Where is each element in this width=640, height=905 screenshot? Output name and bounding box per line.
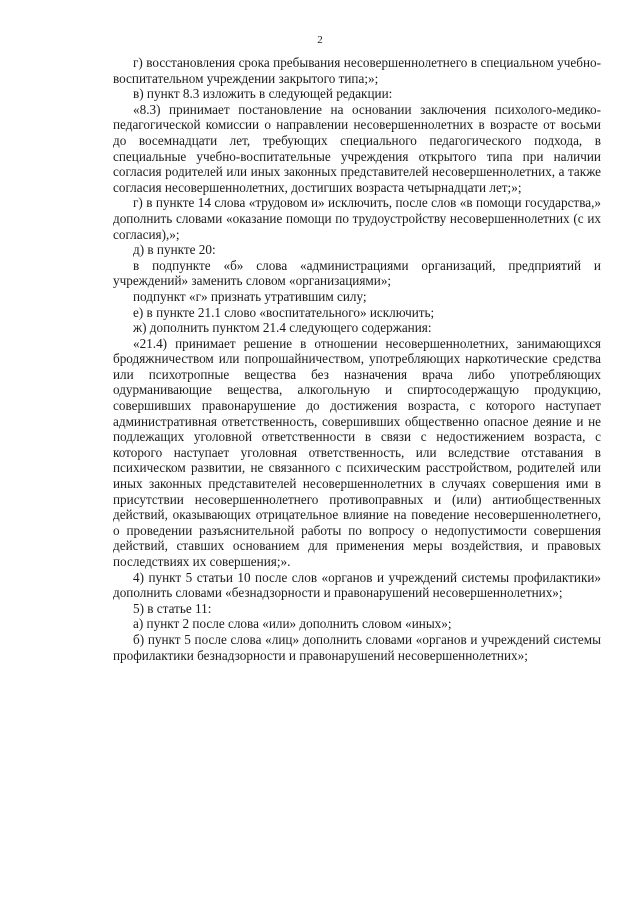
paragraph-article-11-intro: 5) в статье 11: bbox=[133, 600, 212, 616]
paragraph-item-21-4-text: «21.4) принимает решение в отношении несовершеннолетних, занимающихся бродяжничеством или попрошайничеством, употребляющих наркотические средства или психотропные вещества без назначения врача либо употребляющих одурманивающие вещества, алкогольную и спиртосодержащую продукцию, совершивших правонарушение до достижения возраста, с которого наступает административная ответственность, совершивших общественно опасное деяние и не подлежащих уголовной ответственности в связи с недостижением возраста, с которого наступает уголовная ответственность, или вследствие отставания в психическом развитии, не связанного с психическим расстройством, родителей или иных законных представителей несовершеннолетних в случаях совершения ими в присутствии несовершеннолетнего противоправных и (или) антиобщественных действий, оказывающих отрицательное влияние на поведение несовершеннолетнего, о проведении разъяснительной работы по вопросу о недопустимости совершения действий, ставших основанием для применения меры воздействия, и правовых последствиях их совершения;». bbox=[113, 335, 601, 569]
document-body bbox=[113, 55, 601, 663]
paragraph-item-8-3-intro: в) пункт 8.3 изложить в следующей редакции: bbox=[133, 86, 393, 102]
paragraph-item-8-3-text: «8.3) принимает постановление на основании заключения психолого-медико-педагогической комиссии о направлении несовершеннолетних в возрасте от восьми до восемнадцати лет, требующих специального педагогического подхода, в специальные учебно-воспитательные учреждения открытого типа при наличии согласия родителей или иных законных представителей несовершеннолетних, а также согласия несовершеннолетних, достигших возраста четырнадцати лет;»; bbox=[113, 101, 601, 195]
paragraph-item-20-g: подпункт «г» признать утратившим силу; bbox=[133, 288, 367, 304]
paragraph-item-20-b: в подпункте «б» слова «администрациями организаций, предприятий и учреждений» заменить словом «организациями»; bbox=[113, 257, 601, 289]
page-number: 2 bbox=[317, 34, 323, 46]
paragraph-article-10: 4) пункт 5 статьи 10 после слов «органов и учреждений системы профилактики» дополнить словами «безнадзорности и правонарушений несовершеннолетних»; bbox=[113, 569, 601, 601]
paragraph-restoration-term: г) восстановления срока пребывания несовершеннолетнего в специальном учебно-воспитательном учреждении закрытого типа;»; bbox=[113, 55, 601, 86]
paragraph-item-21-1: е) в пункте 21.1 слово «воспитательного» исключить; bbox=[133, 304, 435, 320]
paragraph-item-20-intro: д) в пункте 20: bbox=[133, 242, 216, 258]
paragraph-article-11-a: а) пункт 2 после слова «или» дополнить словом «иных»; bbox=[133, 616, 452, 632]
paragraph-item-21-4-intro: ж) дополнить пунктом 21.4 следующего содержания: bbox=[133, 320, 432, 336]
paragraph-item-14: г) в пункте 14 слова «трудовом и» исключить, после слов «в помощи государства,» дополнить словами «оказание помощи по трудоустройству несовершеннолетних (с их согласия),»; bbox=[113, 195, 601, 242]
paragraph-article-11-b: б) пункт 5 после слова «лиц» дополнить словами «органов и учреждений системы профилактики безнадзорности и правонарушений несовершеннолетних»; bbox=[113, 631, 601, 663]
